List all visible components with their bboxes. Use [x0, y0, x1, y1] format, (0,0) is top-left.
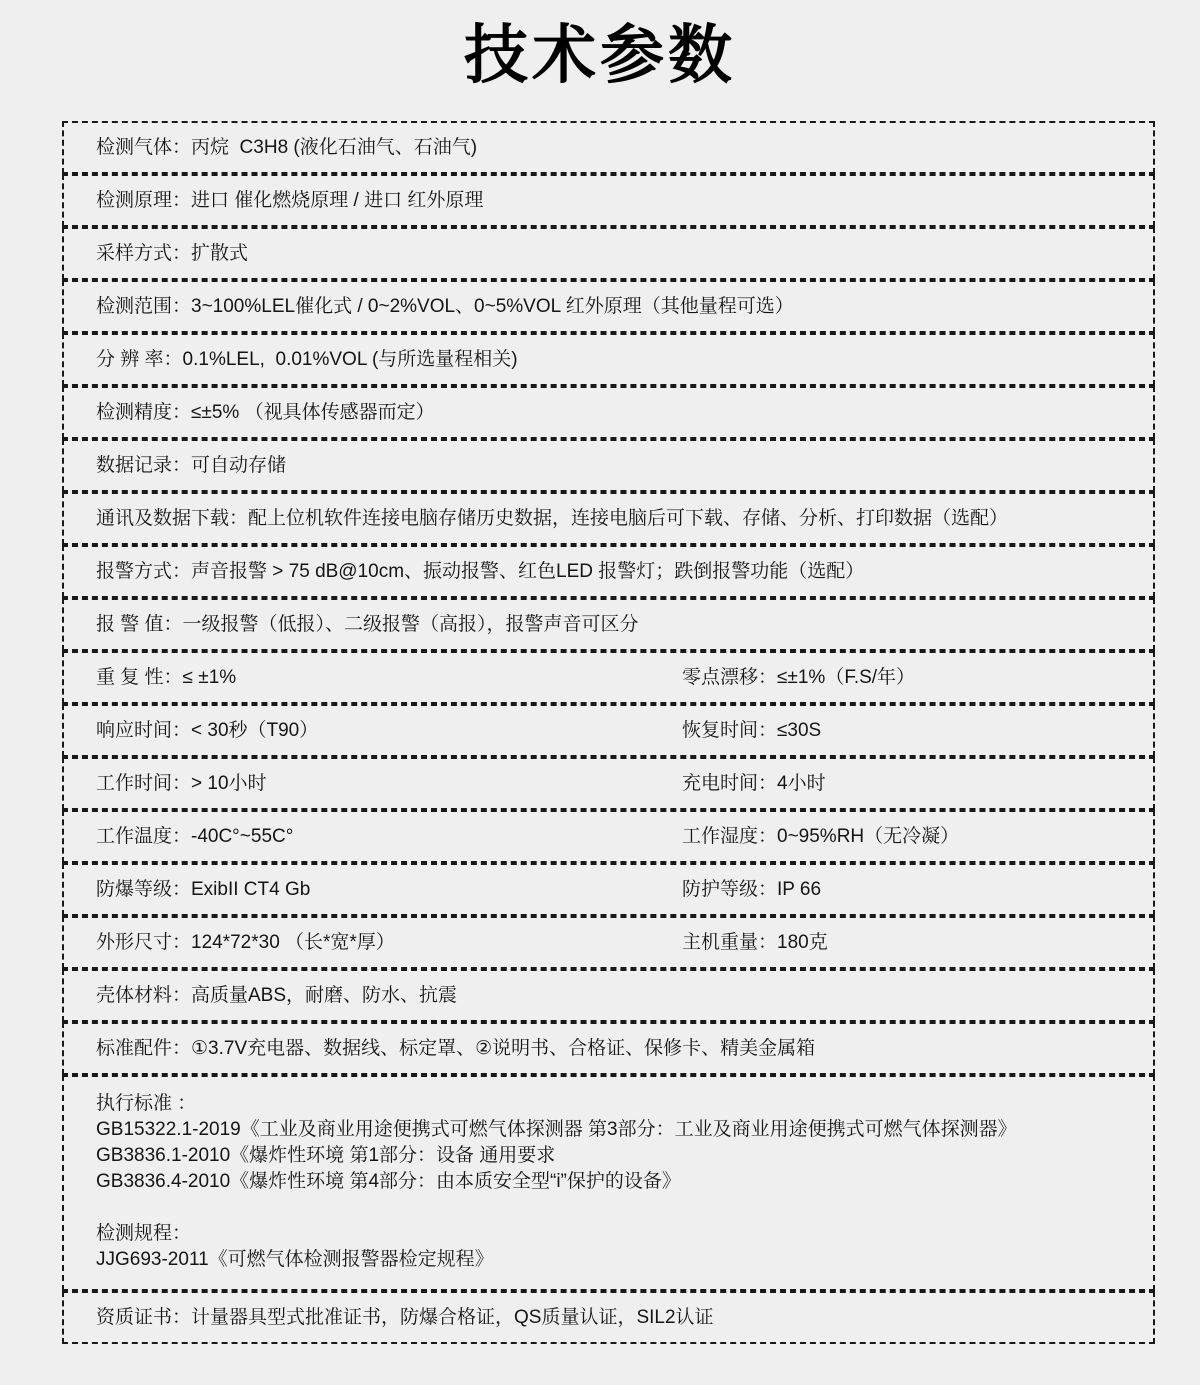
- spec-cell: 防爆等级：ExibII CT4 Gb: [96, 879, 311, 900]
- spec-cell: 工作温度：-40C°~55C°: [96, 826, 294, 847]
- page-title: 技术参数: [464, 19, 736, 91]
- spec-row-accuracy: [62, 386, 1155, 439]
- spec-row-comms-download: [62, 492, 1155, 545]
- spec-line: 检测规程：: [96, 1223, 192, 1244]
- spec-cell: 检测气体：丙烷 C3H8 (液化石油气、石油气): [96, 137, 478, 158]
- spec-cell: 工作时间：> 10小时: [96, 773, 267, 794]
- spec-cell: 报警方式：声音报警 > 75 dB@10cm、振动报警、红色LED 报警灯；跌倒报警功能（选配）: [96, 561, 865, 582]
- page: [0, 16, 1200, 1344]
- spec-line: [96, 1195, 1141, 1221]
- spec-row-detect-range: [62, 280, 1155, 333]
- spec-row-detect-gas: [62, 121, 1155, 174]
- spec-cell: 数据记录：可自动存储: [96, 455, 287, 476]
- spec-cell: 通讯及数据下载：配上位机软件连接电脑存储历史数据，连接电脑后可下载、存储、分析、打印数据（选配）: [96, 508, 1009, 529]
- spec-cell: 零点漂移：≤±1%（F.S/年）: [682, 667, 916, 688]
- spec-cell: 检测原理：进口 催化燃烧原理 / 进口 红外原理: [96, 190, 484, 211]
- spec-row-certificates: [62, 1291, 1155, 1344]
- spec-cell: 分 辨 率：0.1%LEL, 0.01%VOL (与所选量程相关): [96, 349, 518, 370]
- spec-row-alarm-mode: [62, 545, 1155, 598]
- spec-row-standard-accessories: [62, 1022, 1155, 1075]
- spec-cell: 重 复 性：≤ ±1%: [96, 667, 237, 688]
- spec-cell: 检测精度：≤±5% （视具体传感器而定）: [96, 402, 435, 423]
- spec-line: GB15322.1-2019《工业及商业用途便携式可燃气体探测器 第3部分：工业及商业用途便携式可燃气体探测器》: [96, 1119, 1017, 1140]
- spec-row-response-recovery: [62, 704, 1155, 757]
- spec-row-worktime-charge: [62, 757, 1155, 810]
- spec-row-dimensions-weight: [62, 916, 1155, 969]
- spec-cell: 防护等级：IP 66: [682, 879, 822, 900]
- spec-row-standards: [62, 1075, 1155, 1291]
- spec-cell: 外形尺寸：124*72*30 （长*宽*厚）: [96, 932, 395, 953]
- spec-cell: 标准配件：①3.7V充电器、数据线、标定罩、②说明书、合格证、保修卡、精美金属箱: [96, 1038, 816, 1059]
- spec-line: 执行标准 ：: [96, 1093, 197, 1114]
- spec-cell: 采样方式：扩散式: [96, 243, 249, 264]
- spec-cell: 充电时间：4小时: [682, 773, 826, 794]
- spec-line: JJG693-2011《可燃气体检测报警器检定规程》: [96, 1249, 494, 1270]
- spec-row-repeatability-drift: [62, 651, 1155, 704]
- spec-cell: 检测范围：3~100%LEL催化式 / 0~2%VOL、0~5%VOL 红外原理（其他量程可选）: [96, 296, 794, 317]
- spec-cell: 报 警 值：一级报警（低报）、二级报警（高报），报警声音可区分: [96, 614, 639, 635]
- spec-line: GB3836.4-2010《爆炸性环境 第4部分：由本质安全型“i”保护的设备》: [96, 1171, 681, 1192]
- spec-row-alarm-value: [62, 598, 1155, 651]
- spec-row-resolution: [62, 333, 1155, 386]
- spec-line: GB3836.1-2010《爆炸性环境 第1部分：设备 通用要求: [96, 1145, 556, 1166]
- spec-row-detect-principle: [62, 174, 1155, 227]
- spec-row-temp-humidity: [62, 810, 1155, 863]
- spec-cell: 工作湿度：0~95%RH（无冷凝）: [682, 826, 960, 847]
- spec-cell: 恢复时间：≤30S: [682, 720, 822, 741]
- spec-cell: 壳体材料：高质量ABS，耐磨、防水、抗震: [96, 985, 458, 1006]
- spec-row-explosion-ip-rating: [62, 863, 1155, 916]
- spec-row-shell-material: [62, 969, 1155, 1022]
- spec-row-sampling-mode: [62, 227, 1155, 280]
- spec-cell: 响应时间：< 30秒（T90）: [96, 720, 319, 741]
- spec-cell: 主机重量：180克: [682, 932, 828, 953]
- spec-table: [62, 121, 1155, 1344]
- spec-cell: 资质证书：计量器具型式批准证书，防爆合格证，QS质量认证，SIL2认证: [96, 1307, 714, 1328]
- spec-row-data-logging: [62, 439, 1155, 492]
